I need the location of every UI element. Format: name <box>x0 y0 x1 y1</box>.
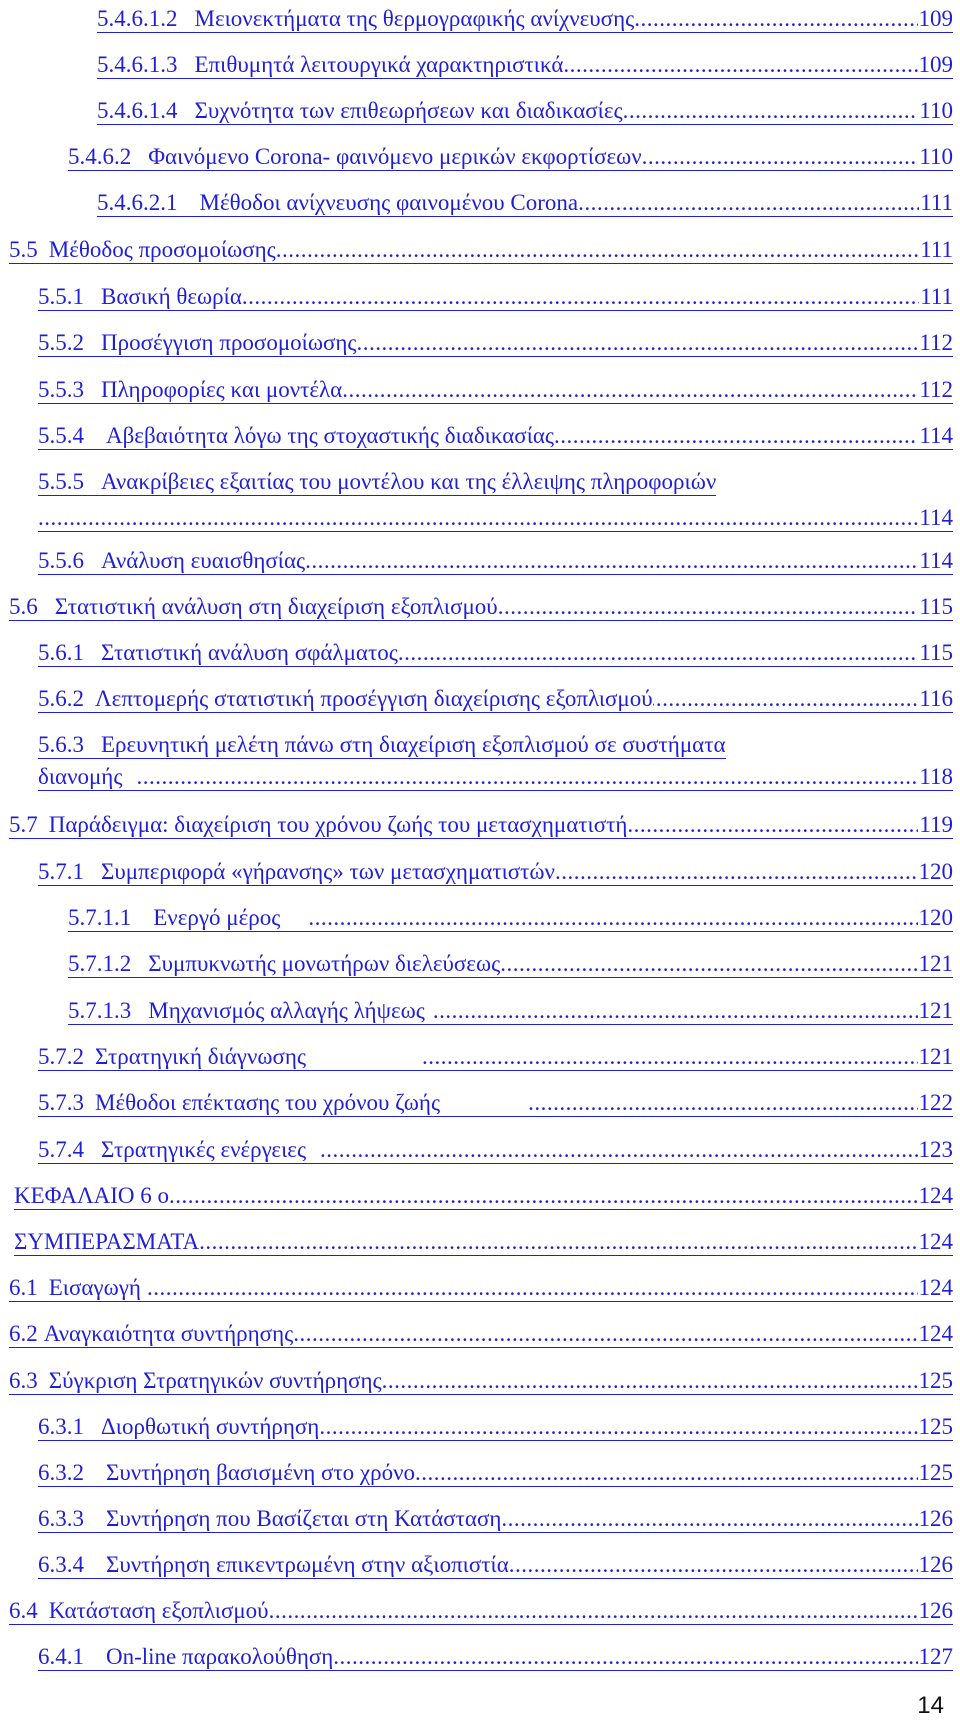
toc-entry-5-6[interactable] <box>9 593 953 621</box>
toc-leader-dots <box>38 504 918 531</box>
toc-entry-number: 5.5.6 <box>38 548 84 573</box>
toc-entry-5-5-3[interactable] <box>38 376 953 404</box>
toc-entry-number: 5.5.4 <box>38 423 84 448</box>
toc-entry-title: Προσέγγιση προσομοίωσης <box>101 330 357 355</box>
toc-leader-dots <box>269 1597 918 1624</box>
toc-leader-dots <box>293 1320 917 1347</box>
toc-entry-number: 5.5.2 <box>38 330 84 355</box>
toc-entry-5-4-6-2[interactable] <box>68 143 953 171</box>
toc-leader-dots <box>382 1367 918 1394</box>
toc-entry-title: Μέθοδος προσομοίωσης <box>48 237 276 262</box>
toc-leader-dots <box>242 283 919 310</box>
toc-entry-number: 5.6.1 <box>38 640 84 665</box>
toc-leader-dots <box>333 1643 917 1670</box>
toc-entry-number: 5.7.1.1 <box>68 905 132 930</box>
toc-leader-dots <box>308 904 917 931</box>
toc-entry-6-3[interactable] <box>9 1367 953 1395</box>
toc-entry-number: 5.5 <box>9 237 38 262</box>
toc-entry-number: 6.2 <box>9 1321 38 1346</box>
toc-leader-dots <box>501 1505 917 1532</box>
toc-leader-dots <box>136 763 918 790</box>
toc-entry-title: ΣΥΜΠΕΡΑΣΜΑΤΑ <box>14 1229 200 1254</box>
toc-entry-title: Ανακρίβειες εξαιτίας του μοντέλου και της έλλειψης πληροφοριών <box>101 469 717 494</box>
toc-entry-page: 114 <box>919 548 953 573</box>
toc-entry-page: 112 <box>919 377 953 402</box>
toc-entry-page: 124 <box>918 1275 953 1300</box>
toc-entry-title: Στατιστική ανάλυση στη διαχείριση εξοπλισμού <box>54 594 498 619</box>
toc-entry-6-3-1[interactable] <box>38 1413 953 1441</box>
toc-entry-page: 124 <box>918 1183 953 1208</box>
toc-leader-dots <box>578 189 919 216</box>
toc-entry-title: Μηχανισμός αλλαγής λήψεως <box>148 998 425 1023</box>
toc-entry-number: 5.5.1 <box>38 284 84 309</box>
toc-entry-page: 110 <box>919 144 953 169</box>
toc-entry-title: Μειονεκτήματα της θερμογραφικής ανίχνευσης <box>194 6 635 31</box>
toc-entry-page: 121 <box>918 998 953 1023</box>
toc-entry-page: 124 <box>918 1321 953 1346</box>
toc-entry-title-continued: διανομής <box>38 764 123 789</box>
toc-leader-dots <box>305 547 918 574</box>
toc-leader-dots <box>199 1228 917 1255</box>
toc-entry-number: 6.3 <box>9 1368 38 1393</box>
toc-entry-title: Κατάσταση εξοπλισμού <box>48 1598 269 1623</box>
toc-entry-title: Συμπυκνωτής μονωτήρων διελεύσεως <box>148 951 501 976</box>
toc-entry-number: 5.6 <box>9 594 38 619</box>
toc-entry-page: 126 <box>918 1598 953 1623</box>
toc-entry-title: Συντήρηση που Βασίζεται στη Κατάσταση <box>106 1506 502 1531</box>
toc-entry-number: 5.4.6.1.2 <box>97 6 178 31</box>
toc-leader-dots <box>276 236 919 263</box>
toc-entry-title: Ανάλυση ευαισθησίας <box>101 548 306 573</box>
toc-entry-page: 109 <box>918 52 953 77</box>
toc-entry-5-7-3[interactable] <box>38 1089 953 1117</box>
toc-entry-title: Εισαγωγή <box>48 1275 141 1300</box>
toc-entry-title: Επιθυμητά λειτουργικά χαρακτηριστικά <box>194 52 564 77</box>
toc-entry-page: 121 <box>918 1044 953 1069</box>
toc-entry-title: Αναγκαιότητα συντήρησης <box>43 1321 294 1346</box>
toc-entry-page: 123 <box>918 1137 953 1162</box>
toc-entry-5-5-6[interactable] <box>38 547 953 575</box>
toc-entry-page: 114 <box>919 505 953 530</box>
toc-entry-title: Στρατηγικές ενέργειες <box>101 1137 307 1162</box>
toc-entry-title: ΚΕΦΑΛΑΙΟ 6 ο <box>14 1183 170 1208</box>
toc-leader-dots <box>415 1459 917 1486</box>
toc-entry-number: 6.3.2 <box>38 1460 84 1485</box>
page-number: 14 <box>917 1692 944 1719</box>
toc-entry-5-6-3[interactable] <box>38 731 953 791</box>
toc-entry-5-4-6-1-3[interactable] <box>97 51 953 79</box>
toc-entry-5-7-1[interactable] <box>38 858 953 886</box>
toc-entry-6-4[interactable] <box>9 1597 953 1625</box>
toc-entry-page: 111 <box>920 237 953 262</box>
toc-entry-page: 125 <box>918 1460 953 1485</box>
toc-entry-title: Πληροφορίες και μοντέλα <box>101 377 343 402</box>
toc-entry-page: 111 <box>920 284 953 309</box>
toc-entry-5-4-6-2-1[interactable] <box>97 189 953 217</box>
toc-entry-number: 5.4.6.1.3 <box>97 52 178 77</box>
toc-entry-number: 6.4 <box>9 1598 38 1623</box>
toc-entry-page: 118 <box>919 764 953 789</box>
toc-entry-title: Βασική θεωρία <box>101 284 242 309</box>
toc-entry-number: 5.7.1.3 <box>68 998 132 1023</box>
toc-entry-page: 127 <box>918 1644 953 1669</box>
toc-entry-number: 5.4.6.1.4 <box>97 98 178 123</box>
toc-entry-5-7-2[interactable] <box>38 1043 953 1071</box>
toc-leader-dots <box>320 1136 917 1163</box>
toc-entry-page: 114 <box>919 423 953 448</box>
toc-leader-dots <box>623 97 919 124</box>
toc-leader-dots <box>653 685 919 712</box>
toc-entry-page: 111 <box>920 190 953 215</box>
toc-entry-number: 6.3.1 <box>38 1414 84 1439</box>
toc-entry-5-6-1[interactable] <box>38 639 953 667</box>
toc-entry-page: 120 <box>918 859 953 884</box>
toc-entry-page: 115 <box>919 640 953 665</box>
toc-entry-5-4-6-1-2[interactable] <box>97 5 953 33</box>
toc-entry-title: Σύγκριση Στρατηγικών συντήρησης <box>48 1368 382 1393</box>
toc-entry-page: 120 <box>918 905 953 930</box>
toc-entry-page: 122 <box>918 1090 953 1115</box>
toc-leader-dots <box>398 639 919 666</box>
toc-leader-dots <box>528 1089 917 1116</box>
toc-entry-number: 5.4.6.2 <box>68 144 132 169</box>
toc-leader-dots <box>509 1551 918 1578</box>
toc-leader-dots <box>554 422 918 449</box>
toc-entry-number: 5.4.6.2.1 <box>97 190 178 215</box>
toc-leader-dots <box>555 858 918 885</box>
toc-entry-5-4-6-1-4[interactable] <box>97 97 953 125</box>
toc-entry-conclusions[interactable] <box>14 1228 953 1256</box>
toc-entry-page: 116 <box>919 686 953 711</box>
toc-leader-dots <box>319 1413 917 1440</box>
toc-entry-6-3-4[interactable] <box>38 1551 953 1579</box>
toc-entry-5-6-2[interactable] <box>38 685 953 713</box>
toc-entry-number: 5.7.2 <box>38 1044 84 1069</box>
toc-entry-5-7-1-1[interactable] <box>68 904 953 932</box>
toc-entry-page: 112 <box>919 330 953 355</box>
toc-entry-title: Ενεργό μέρος <box>153 905 281 930</box>
toc-leader-dots <box>169 1182 917 1209</box>
toc-entry-title: Συντήρηση επικεντρωμένη στην αξιοπιστία <box>106 1552 509 1577</box>
toc-entry-6-4-1[interactable] <box>38 1643 953 1671</box>
toc-entry-number: 5.5.3 <box>38 377 84 402</box>
toc-entry-title: Στατιστική ανάλυση σφάλματος <box>101 640 398 665</box>
toc-leader-dots <box>342 376 918 403</box>
toc-entry-5-7-4[interactable] <box>38 1136 953 1164</box>
toc-entry-page: 121 <box>918 951 953 976</box>
toc-entry-5-7-1-2[interactable] <box>68 950 953 978</box>
toc-entry-number: 6.4.1 <box>38 1644 84 1669</box>
toc-entry-number: 5.6.3 <box>38 732 84 757</box>
toc-leader-dots <box>433 997 918 1024</box>
toc-entry-5-5-1[interactable] <box>38 283 953 311</box>
toc-entry-number: 5.7 <box>9 812 38 837</box>
toc-leader-dots <box>357 329 919 356</box>
toc-leader-dots <box>634 5 917 32</box>
toc-entry-page: 115 <box>919 594 953 619</box>
toc-leader-dots <box>500 950 917 977</box>
toc-entry-page: 124 <box>918 1229 953 1254</box>
toc-entry-title: Παράδειγμα: διαχείριση του χρόνου ζωής του μετασχηματιστή <box>48 812 628 837</box>
toc-entry-page: 125 <box>918 1368 953 1393</box>
toc-entry-page: 119 <box>919 812 953 837</box>
toc-entry-5-5-5[interactable] <box>38 468 953 532</box>
toc-entry-5-5-2[interactable] <box>38 329 953 357</box>
toc-entry-6-3-3[interactable] <box>38 1505 953 1533</box>
toc-entry-5-5[interactable] <box>9 236 953 264</box>
toc-entry-title: On-line παρακολούθηση <box>106 1644 334 1669</box>
toc-entry-chapter-6[interactable] <box>14 1182 953 1210</box>
toc-entry-page: 126 <box>918 1506 953 1531</box>
toc-entry-page: 125 <box>918 1414 953 1439</box>
toc-entry-number: 5.7.1.2 <box>68 951 132 976</box>
toc-entry-title: Στρατηγική διάγνωσης <box>95 1044 307 1069</box>
toc-entry-5-5-4[interactable] <box>38 422 953 450</box>
toc-entry-number: 5.6.2 <box>38 686 84 711</box>
toc-entry-title: Αβεβαιότητα λόγω της στοχαστικής διαδικασίας <box>106 423 555 448</box>
toc-leader-dots <box>498 593 919 620</box>
toc-entry-number: 6.3.3 <box>38 1506 84 1531</box>
toc-entry-6-2[interactable] <box>9 1320 953 1348</box>
toc-entry-title: Μέθοδοι επέκτασης του χρόνου ζωής <box>95 1090 441 1115</box>
toc-entry-number: 5.7.3 <box>38 1090 84 1115</box>
toc-entry-number: 5.5.5 <box>38 469 84 494</box>
toc-leader-dots <box>147 1274 918 1301</box>
toc-entry-number: 5.7.4 <box>38 1137 84 1162</box>
toc-entry-title: Ερευνητική μελέτη πάνω στη διαχείριση εξοπλισμού σε συστήματα <box>101 732 726 757</box>
toc-entry-title: Λεπτομερής στατιστική προσέγγιση διαχείρισης εξοπλισμού <box>95 686 653 711</box>
toc-entry-number: 6.3.4 <box>38 1552 84 1577</box>
toc-leader-dots <box>422 1043 917 1070</box>
toc-leader-dots <box>627 811 918 838</box>
toc-leader-dots <box>642 143 919 170</box>
toc-entry-5-7-1-3[interactable] <box>68 997 953 1025</box>
toc-entry-number: 5.7.1 <box>38 859 84 884</box>
toc-entry-page: 126 <box>918 1552 953 1577</box>
toc-entry-6-3-2[interactable] <box>38 1459 953 1487</box>
toc-entry-5-7[interactable] <box>9 811 953 839</box>
toc-entry-number: 6.1 <box>9 1275 38 1300</box>
toc-entry-page: 109 <box>918 6 953 31</box>
toc-entry-title: Φαινόμενο Corona- φαινόμενο μερικών εκφορτίσεων <box>148 144 642 169</box>
toc-entry-title: Διορθωτική συντήρηση <box>101 1414 320 1439</box>
toc-entry-title: Συντήρηση βασισμένη στο χρόνο <box>106 1460 416 1485</box>
toc-entry-title: Μέθοδοι ανίχνευσης φαινομένου Corona <box>199 190 579 215</box>
toc-entry-title: Συμπεριφορά «γήρανσης» των μετασχηματιστών <box>101 859 555 884</box>
toc-entry-title: Συχνότητα των επιθεωρήσεων και διαδικασίες <box>194 98 623 123</box>
toc-entry-page: 110 <box>919 98 953 123</box>
toc-leader-dots <box>563 51 917 78</box>
toc-entry-6-1[interactable] <box>9 1274 953 1302</box>
